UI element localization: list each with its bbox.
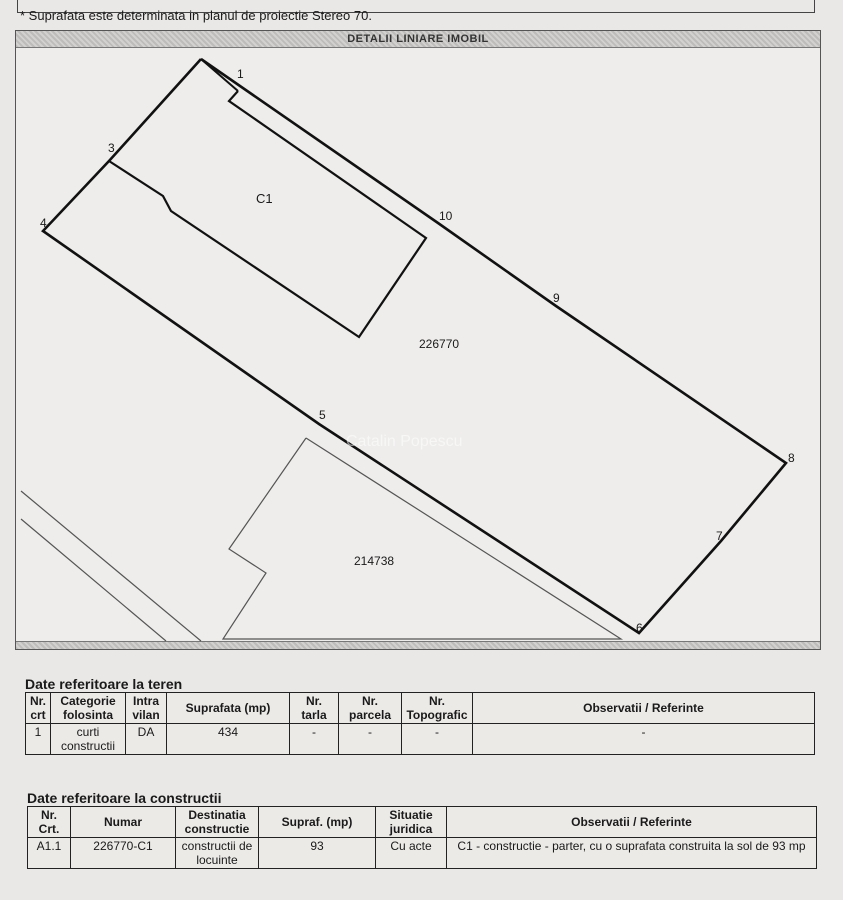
building-c1-outline <box>109 91 426 337</box>
point-label-3: 3 <box>108 141 115 155</box>
point-label-8: 8 <box>788 451 795 465</box>
col-observatii: Observatii / Referinte <box>447 807 817 838</box>
plan-frame <box>15 30 821 650</box>
cell-observatii: C1 - constructie - parter, cu o suprafata construita la sol de 93 mp <box>447 838 817 869</box>
col-numar: Numar <box>71 807 176 838</box>
col-tarla: Nr. tarla <box>290 693 339 724</box>
constructii-table <box>27 806 817 869</box>
table-row <box>26 724 815 755</box>
cell-observatii: - <box>473 724 815 755</box>
cell-situatie: Cu acte <box>376 838 447 869</box>
plan-header: DETALII LINIARE IMOBIL <box>16 31 820 48</box>
parcel-number-label: 226770 <box>419 337 460 351</box>
col-suprafata: Supraf. (mp) <box>259 807 376 838</box>
cell-topografic: - <box>402 724 473 755</box>
road-line <box>21 491 201 641</box>
col-situatie: Situatie juridica <box>376 807 447 838</box>
neighbor-parcel-label: 214738 <box>354 554 395 568</box>
cell-parcela: - <box>339 724 402 755</box>
cell-suprafata: 434 <box>167 724 290 755</box>
constructii-section-title: Date referitoare la constructii <box>27 790 222 806</box>
cell-intravilan: DA <box>126 724 167 755</box>
cadastral-plan <box>16 31 820 649</box>
col-destinatia: Destinatia constructie <box>176 807 259 838</box>
constructii-header-row <box>28 807 817 838</box>
road-line <box>21 519 166 641</box>
cell-nr: A1.1 <box>28 838 71 869</box>
point-label-9: 9 <box>553 291 560 305</box>
cell-categorie: curti constructii <box>51 724 126 755</box>
point-label-1: 1 <box>237 67 244 81</box>
cell-nr: 1 <box>26 724 51 755</box>
col-intravilan: Intra vilan <box>126 693 167 724</box>
col-nr-crt: Nr. crt <box>26 693 51 724</box>
point-label-6: 6 <box>636 621 643 635</box>
col-parcela: Nr. parcela <box>339 693 402 724</box>
cell-tarla: - <box>290 724 339 755</box>
projection-note: * Suprafata este determinata in planul de proiectie Stereo 70. <box>20 8 372 23</box>
col-topografic: Nr. Topografic <box>402 693 473 724</box>
point-label-5: 5 <box>319 408 326 422</box>
cell-suprafata: 93 <box>259 838 376 869</box>
teren-header-row <box>26 693 815 724</box>
col-categorie: Categorie folosinta <box>51 693 126 724</box>
point-label-7: 7 <box>716 529 723 543</box>
teren-section-title: Date referitoare la teren <box>25 676 183 692</box>
building-label: C1 <box>256 191 273 206</box>
col-suprafata: Suprafata (mp) <box>167 693 290 724</box>
col-nr-crt: Nr. Crt. <box>28 807 71 838</box>
parcel-inner-edge <box>201 59 238 91</box>
col-observatii: Observatii / Referinte <box>473 693 815 724</box>
cell-numar: 226770-C1 <box>71 838 176 869</box>
watermark: Catalin Popescu <box>346 433 463 450</box>
table-row <box>28 838 817 869</box>
parcel-boundary <box>43 59 786 633</box>
teren-table <box>25 692 815 755</box>
point-label-4: 4 <box>40 216 47 230</box>
cell-destinatia: constructii de locuinte <box>176 838 259 869</box>
point-label-10: 10 <box>439 209 453 223</box>
neighbor-parcel-outline <box>223 438 621 639</box>
